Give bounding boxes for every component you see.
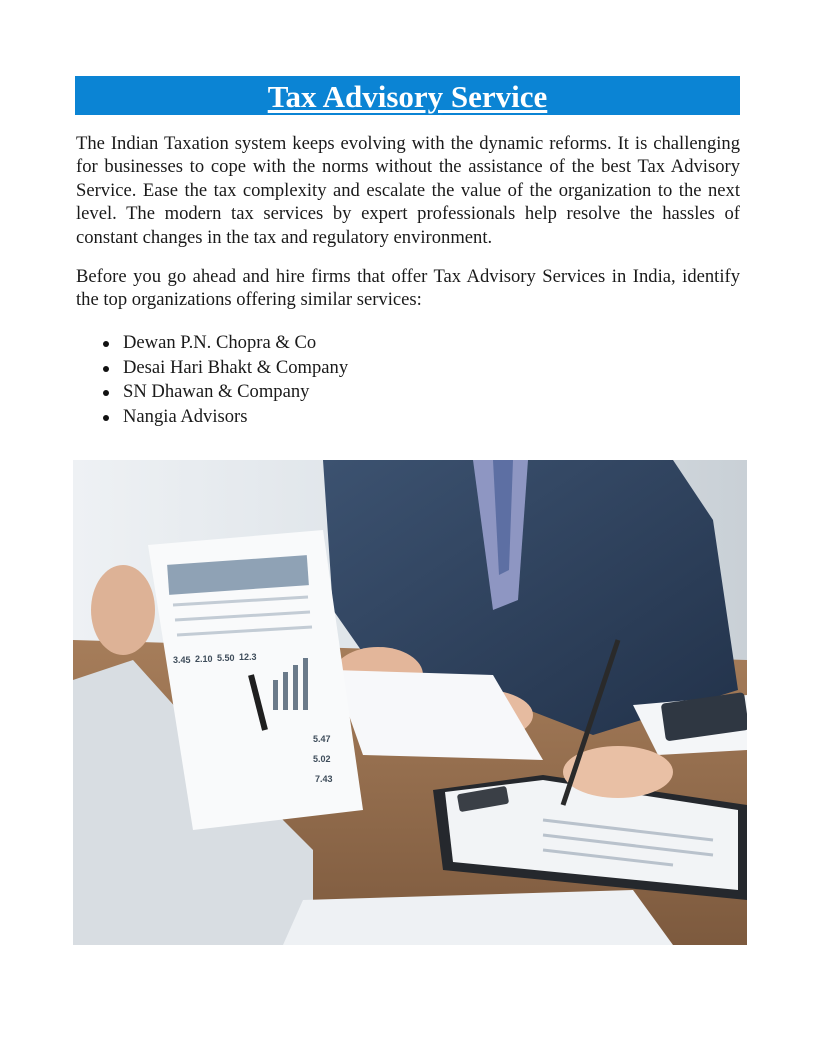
firm-name: Desai Hari Bhakt & Company [123,356,349,378]
intro-paragraph: The Indian Taxation system keeps evolving with the dynamic reforms. It is challenging for businesses to cope with the norms without the assistance of the best Tax Advisory Service. Ease the tax complexity and escalate the value of the organization to the next level. The modern tax services by expert professionals help resolve the hassles of constant changes in the tax and regulatory environment. [76,133,740,248]
bullet-icon [103,415,109,421]
report-number: 12.3 [239,652,257,662]
title-banner [75,76,740,115]
business-meeting-photo [73,460,747,945]
list-item [76,331,348,356]
page-title: Tax Advisory Service [267,79,548,114]
firm-name: Nangia Advisors [123,405,248,427]
list-item [76,380,348,405]
report-number: 5.02 [313,754,331,764]
list-item [76,405,348,430]
report-number: 2.10 [195,654,213,664]
firm-name: SN Dhawan & Company [123,381,310,402]
firms-list [76,331,348,429]
report-number: 7.43 [315,774,333,784]
report-number: 5.47 [313,734,331,744]
report-number: 5.50 [217,653,235,663]
bullet-icon [103,390,109,396]
bullet-icon [103,366,109,372]
report-number: 3.45 [173,655,191,665]
bullet-icon [103,341,109,347]
list-item [76,356,348,381]
firm-name: Dewan P.N. Chopra & Co [123,332,317,353]
firms-intro-paragraph: Before you go ahead and hire firms that offer Tax Advisory Services in India, identify the top organizations offering similar services: [76,266,740,311]
